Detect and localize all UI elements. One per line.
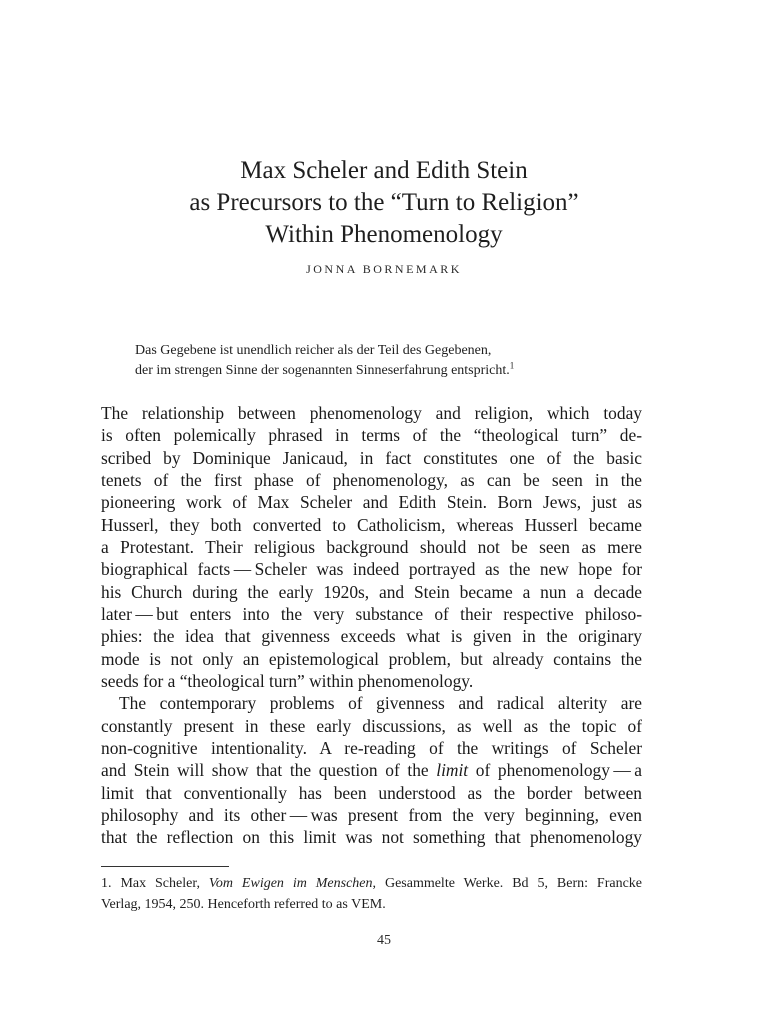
italic-limit: limit: [436, 760, 469, 781]
paragraph-2-line-4: [101, 759, 642, 781]
title-line-1: Max Scheler and Edith Stein: [240, 157, 528, 184]
paragraph-2-line-7: that the reflection on this limit was not something that phenomenology: [101, 827, 642, 848]
paragraph-1-line-4: tenets of the first phase of phenomenology, as can be seen in the: [101, 469, 642, 490]
epigraph-line-1: Das Gegebene ist unendlich reicher als der Teil des Gegebenen,: [135, 343, 492, 358]
paragraph-1-line-3: scribed by Dominique Janicaud, in fact constitutes one of the basic: [101, 447, 642, 468]
paragraph-2-line-2: constantly present in these early discussions, as well as the topic of: [101, 715, 642, 736]
paragraph-1-line-7: a Protestant. Their religious background should not be seen as mere: [101, 536, 642, 557]
epigraph-line-2: [135, 361, 645, 381]
body-text: [101, 402, 642, 849]
footnote-1-line-1: [101, 873, 642, 894]
footnote-work-title: Vom Ewigen im Menschen: [208, 876, 373, 891]
paragraph-1-line-9: his Church during the early 1920s, and Stein became a nun a decade: [101, 581, 642, 602]
footnote-separator: [101, 866, 229, 867]
paragraph-2-line-6: philosophy and its other — was present from the very beginning, even: [101, 804, 642, 825]
author-name: JONNA BORNEMARK: [306, 262, 462, 276]
paragraph-2-line-1: The contemporary problems of givenness and radical alterity are: [119, 693, 642, 714]
chapter-title: [0, 155, 768, 251]
footnote-number: 1.: [101, 876, 112, 891]
paragraph-1-line-5: pioneering work of Max Scheler and Edith Stein. Born Jews, just as: [101, 492, 642, 513]
paragraph-2-line-4-end: of phenomenology — a: [468, 760, 642, 781]
paragraph-1-line-2: is often polemically phrased in terms of the “theological turn” de-: [101, 425, 642, 446]
footnotes: [101, 873, 642, 915]
paragraph-1-line-12: mode is not only an epistemological problem, but already contains the: [101, 648, 642, 669]
epigraph: [135, 341, 645, 381]
paragraph-1-line-11: phies: the idea that givenness exceeds what is given in the originary: [101, 626, 642, 647]
footnote-1-line-2: Verlag, 1954, 250. Henceforth referred to as VEM.: [101, 897, 386, 912]
paragraph-1-line-6: Husserl, they both converted to Catholicism, whereas Husserl became: [101, 514, 642, 535]
epigraph-line-2-text: der im strengen Sinne der sogenannten Sinneserfahrung entspricht.: [135, 363, 510, 378]
title-line-3: Within Phenomenology: [265, 221, 503, 248]
title-line-2: as Precursors to the “Turn to Religion”: [189, 189, 579, 216]
paragraph-2-line-3: non-cognitive intentionality. A re-reading of the writings of Scheler: [101, 737, 642, 758]
page-number: 45: [377, 933, 391, 948]
paragraph-2-line-4-start: and Stein will show that the question of the: [101, 760, 437, 781]
paragraph-1-line-13: seeds for a “theological turn” within phenomenology.: [101, 670, 474, 691]
paragraph-1-line-1: The relationship between phenomenology and religion, which today: [101, 403, 642, 423]
footnote-author: Max Scheler,: [120, 876, 200, 891]
paragraph-1-line-10: later — but enters into the very substance of their respective philoso-: [101, 603, 642, 624]
footnote-marker[interactable]: 1: [509, 360, 515, 371]
paragraph-1-line-8: biographical facts — Scheler was indeed portrayed as the new hope for: [101, 559, 642, 580]
paragraph-2-line-5: limit that conventionally has been understood as the border between: [101, 782, 642, 803]
footnote-details: , Gesammelte Werke. Bd 5, Bern: Francke: [372, 876, 643, 891]
